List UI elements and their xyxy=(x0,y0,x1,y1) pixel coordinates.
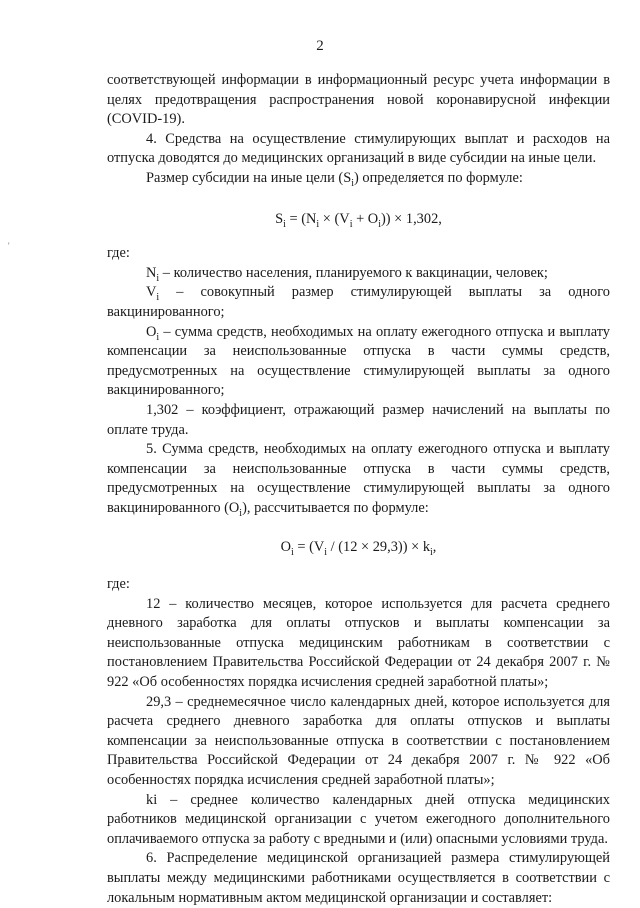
definition-o: $O_i$ – сумма средств, необходимых на оплату ежегодного отпуска и выплату компенсации за неиспользованные отпуска в части суммы средств, предусмотренных на осуществление стимулирующей выплаты за одного вакцинированного; xyxy=(107,323,610,399)
paragraph-continuation: соответствующей информации в информационный ресурс учета информации в целях предотвращения распространения новой коронавирусной инфекции (COVID-19). xyxy=(107,72,610,128)
definition-coefficient: 1,302 – коэффициент, отражающий размер начислений на выплаты по оплате труда. xyxy=(107,401,610,438)
paragraph-6: 6. Распределение медицинской организацией размера стимулирующей выплаты между медицинскими работниками осуществляется в соответствии с локальным нормативным актом медицинской организации и составляет: xyxy=(107,850,610,906)
subsidy-size-intro: Размер субсидии на иные цели $(S_i)$ определяется по формуле: xyxy=(146,169,523,189)
formula-subsidy: $S_i = (N_i \times (V_i + O_i)) \times 1,302$, xyxy=(275,210,442,230)
paragraph-5: 5. Сумма средств, необходимых на оплату ежегодного отпуска и выплату компенсации за неиспользованные отпуска в части суммы средств, предусмотренных на осуществление стимулирующей выплаты за одного вакцинированного $(O_i)$, рассчитывается по формуле: xyxy=(107,441,610,519)
where-label-2: где: xyxy=(107,576,130,593)
page-number: 2 xyxy=(316,38,324,54)
definition-n: $N_i$ – количество населения, планируемого к вакцинации, человек; xyxy=(146,264,548,284)
document-body xyxy=(107,71,610,908)
definition-ki: ki – среднее количество календарных дней отпуска медицинских работников медицинской организации с учетом ежегодного дополнительного оплачиваемого отпуска за работу с вредными и (или) опасными условиями труда. xyxy=(107,791,610,847)
definition-v: $V_i$ – совокупный размер стимулирующей выплаты за одного вакцинированного; xyxy=(107,284,610,320)
where-label: где: xyxy=(107,245,130,262)
definition-29-3: 29,3 – среднемесячное число календарных дней, которое используется для расчета среднего дневного заработка для оплаты отпусков и выплаты компенсации за неиспользованные отпуска в соответствии с постановлением Правительства Российской Федерации от 24 декабря 2007 г. № 922 «Об особенностях порядка исчисления средней заработной платы»; xyxy=(107,693,610,788)
formula-vacation: $O_i = (V_i / (12 \times 29,3)) \times k_i$, xyxy=(280,539,437,559)
margin-mark: ' xyxy=(8,241,10,251)
definition-12: 12 – количество месяцев, которое используется для расчета среднего дневного заработка для оплаты отпусков и выплаты компенсации за неиспользованные отпуска медицинским работникам в соответствии с постановлением Правительства Российской Федерации от 24 декабря 2007 г. № 922 «Об особенностях порядка исчисления средней заработной платы»; xyxy=(107,595,610,691)
paragraph-4: 4. Средства на осуществление стимулирующих выплат и расходов на отпуска доводятся до медицинских организаций в виде субсидии на иные цели. xyxy=(107,130,610,167)
